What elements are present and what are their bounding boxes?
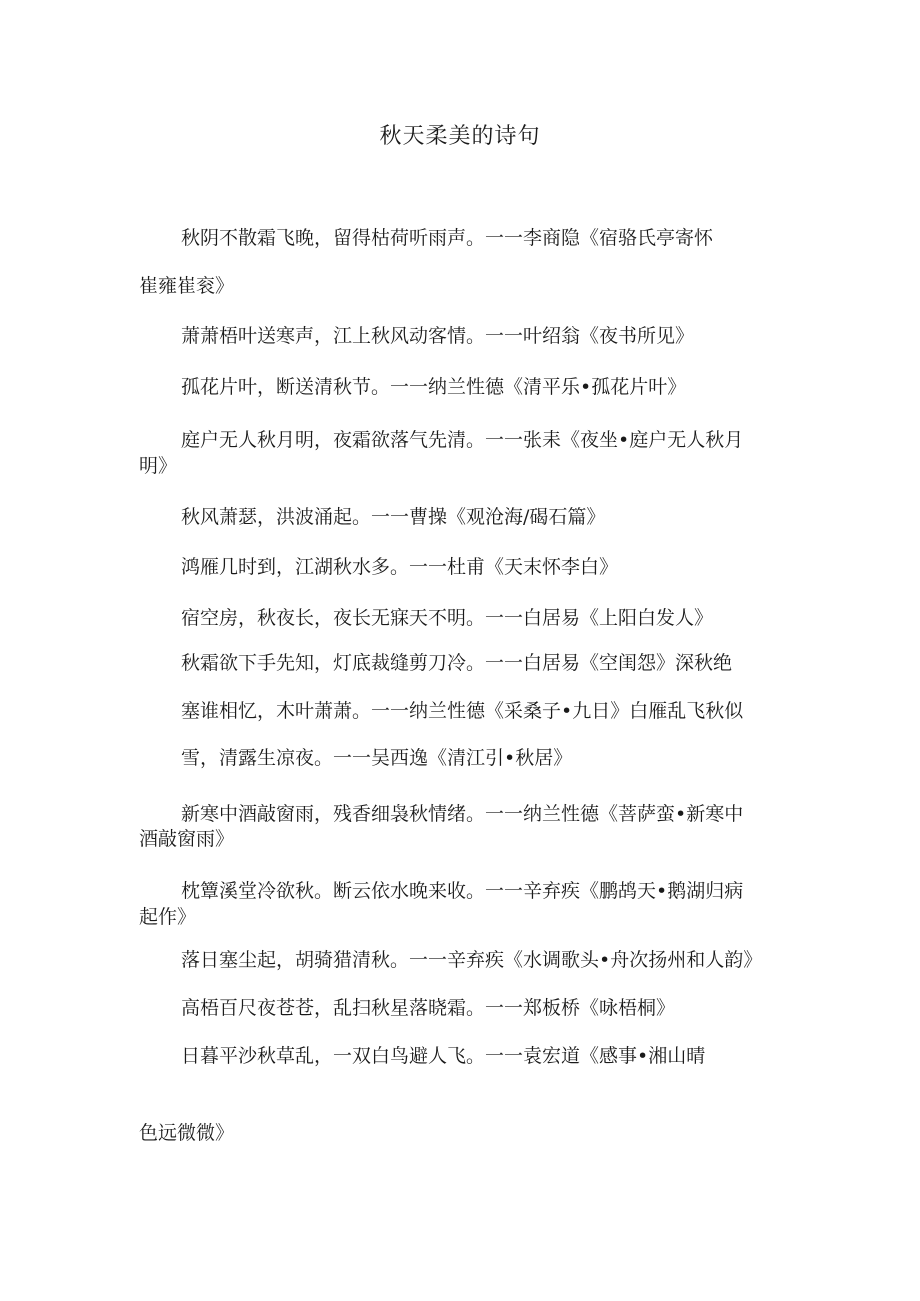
document-title: 秋天柔美的诗句 xyxy=(379,124,541,149)
poem-line: 秋阴不散霜飞晚，留得枯荷听雨声。一一李商隐《宿骆氏亭寄怀 xyxy=(181,227,714,249)
poem-line: 日暮平沙秋草乱，一双白鸟避人飞。一一袁宏道《感事•湘山晴 xyxy=(181,1045,706,1067)
poem-line: 宿空房，秋夜长，夜长无寐天不明。一一白居易《上阳白发人》 xyxy=(181,607,714,629)
poem-line: 秋风萧瑟，洪波涌起。一一曹操《观沧海/碣石篇》 xyxy=(181,506,606,528)
poem-line: 鸿雁几时到，江湖秋水多。一一杜甫《天末怀李白》 xyxy=(181,556,619,578)
poem-line: 明》 xyxy=(139,455,178,477)
poem-line: 枕簟溪堂冷欲秋。断云依水晚来收。一一辛弃疾《鹏鸪天•鹅湖归病 xyxy=(181,880,744,902)
poem-line: 新寒中酒敲窗雨，残香细袅秋情绪。一一纳兰性德《菩萨蛮•新寒中 xyxy=(181,803,744,825)
poem-line: 落日塞尘起，胡骑猎清秋。一一辛弃疾《水调歌头•舟次扬州和人韵》 xyxy=(181,949,763,971)
poem-line: 雪，清露生凉夜。一一吴西逸《清江引•秋居》 xyxy=(181,747,573,769)
poem-line: 萧萧梧叶送寒声，江上秋风动客情。一一叶绍翁《夜书所见》 xyxy=(181,325,695,347)
poem-line: 秋霜欲下手先知，灯底裁缝剪刀冷。一一白居易《空闺怨》深秋绝 xyxy=(181,652,733,674)
poem-line: 起作》 xyxy=(139,906,197,928)
poem-line: 高梧百尺夜苍苍，乱扫秋星落晓霜。一一郑板桥《咏梧桐》 xyxy=(181,997,676,1019)
poem-line: 孤花片叶，断送清秋节。一一纳兰性德《清平乐•孤花片叶》 xyxy=(181,376,687,398)
poem-line: 塞谁相忆，木叶萧萧。一一纳兰性德《采桑子•九日》白雁乱飞秋似 xyxy=(181,700,744,722)
poem-line: 色远微微》 xyxy=(139,1122,235,1144)
poem-line: 崔雍崔衮》 xyxy=(139,275,235,297)
poem-line: 庭户无人秋月明，夜霜欲落气先清。一一张耒《夜坐•庭户无人秋月 xyxy=(181,429,744,451)
poem-line: 酒敲窗雨》 xyxy=(139,828,235,850)
